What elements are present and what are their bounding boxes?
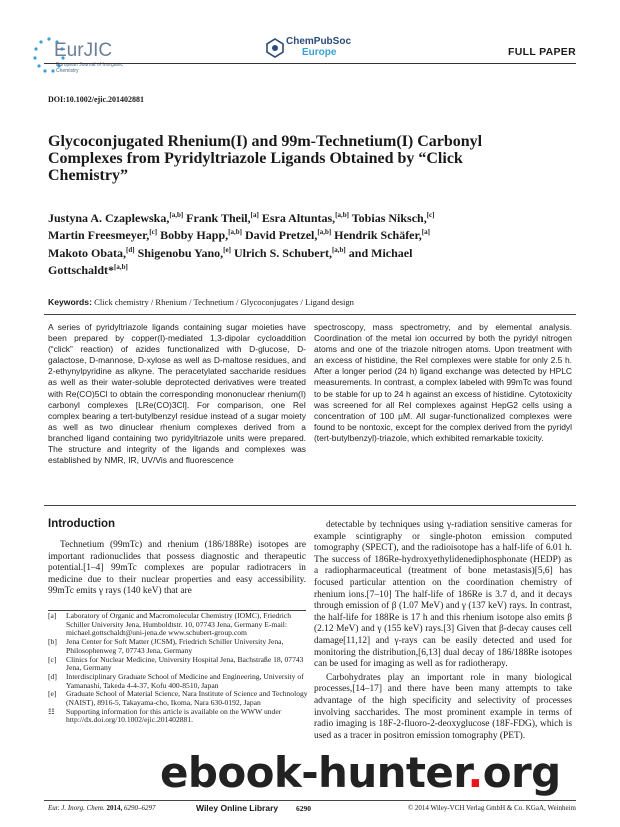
author-affiliation-mark: [a,b] xyxy=(228,228,242,237)
footer-copyright: © 2014 Wiley-VCH Verlag GmbH & Co. KGaA, Weinheim xyxy=(407,804,576,812)
author-name: Frank Theil, xyxy=(186,211,251,225)
affiliation-label: [a] xyxy=(48,611,57,620)
author-name: Esra Altuntas, xyxy=(261,211,336,225)
affiliation-item xyxy=(48,612,308,638)
affiliation-item xyxy=(48,638,308,655)
author-affiliation-mark: [a,b] xyxy=(169,211,184,219)
author-name: Martin Freesmeyer, xyxy=(48,228,150,243)
keywords-divider xyxy=(44,314,576,315)
author-name: Bobby Happ, xyxy=(160,228,229,243)
body-paragraph-2: Carbohydrates play an important role in many biological processes,[14–17] and there have been many attempts to take advantage of the high specificity and selectivity of processes involving saccharides. The most prominent example in terms of radio imaging is 18F-2-fluoro-2-deoxyglucose (18F-FDG), which is used as a tracer in positron emission tomography (PET). xyxy=(314,672,572,741)
chempubsoc-line1: ChemPubSoc xyxy=(286,36,352,47)
eurjic-subtitle: European Journal of Inorganic Chemistry xyxy=(56,62,123,74)
affiliation-text: Graduate School of Material Science, Nara Institute of Science and Technology (NAIST), 8916-5, Takayama-cho, Ikoma, Nara 630-0192, Japan xyxy=(66,689,308,708)
watermark xyxy=(160,748,561,797)
author-name: Makoto Obata, xyxy=(48,245,126,260)
chempubsoc-emblem-icon xyxy=(266,38,284,58)
affiliation-item xyxy=(48,690,308,707)
affiliation-item xyxy=(48,656,308,673)
keywords xyxy=(48,297,578,307)
author-name: Tobias Niksch, xyxy=(351,211,427,225)
watermark-text-1: ebook-hunter xyxy=(160,748,468,797)
abstract-divider xyxy=(44,505,576,506)
author-name: Michael Gottschaldt* xyxy=(48,245,413,278)
watermark-dot: . xyxy=(467,748,483,797)
footer-page-number: 6290 xyxy=(296,804,311,813)
footer-wiley-online-library: Wiley Online Library xyxy=(196,803,279,813)
affiliation-text: Clinics for Nuclear Medicine, University Hospital Jena, Bachstraße 18, 07743 Jena, Germany xyxy=(66,654,304,673)
author-name: Hendrik Schäfer, xyxy=(334,228,422,243)
affiliation-label: [c] xyxy=(48,654,57,664)
body-paragraph-1: detectable by techniques using γ-radiation sensitive cameras for example scintigraphy or single-photon emission computed tomography (SPECT), and the radioisotope has a half-life of 6.01 h. The success of 186Re-hydroxyethylidenediphosphonate (HEDP) as a radiopharmaceutical (treatment of bone metastasis)[5,6] has focused particular attention on the coordination chemistry of rhenium ions.[7–10] The half-life of 186Re is 3.7 d, and it decays through emission of β (1.07 MeV) and γ (137 keV) rays. In contrast, the half-life for 188Re is 17 h and this rhenium isotope also emits β (2.12 MeV) and γ (155 keV) rays.[3] Given that β-decay causes cell damage[11,12] and γ-rays can be easily detected and used for monitoring the distribution,[6,13] dual decay of 186/188Re isotopes can be used for imaging as well as for radiotherapy. xyxy=(314,520,572,670)
author-name: Ulrich S. Schubert, xyxy=(233,245,332,260)
chempubsoc-logo xyxy=(266,36,366,66)
affiliation-label: [d] xyxy=(48,671,57,681)
affiliation-item xyxy=(48,708,308,725)
section-heading-introduction: Introduction xyxy=(48,518,116,530)
paper-title: Glycoconjugated Rhenium(I) and 99m-Technetium(I) Carbonyl Complexes from Pyridyltriazole Ligands Obtained by “Click Chemistry” xyxy=(48,133,483,184)
author-affiliation-mark: [a] xyxy=(250,211,259,219)
intro-paragraph-left: Technetium (99mTc) and rhenium (186/188Re) isotopes are important radionuclides that possess diagnostic and therapeutic potential.[1–4] 99mTc complexes are popular radiotracers in medicine due to their nuclear properties and easy accessibility. 99mTc emits γ rays (140 keV) that are xyxy=(48,540,306,597)
affiliation-label: [e] xyxy=(48,689,57,699)
affiliation-label: ☷ xyxy=(48,706,55,716)
affiliations-list xyxy=(48,612,308,725)
keywords-label: Keywords: xyxy=(48,297,92,307)
footer-year: 2014, xyxy=(106,804,123,812)
affiliation-text: Jena Center for Soft Matter (JCSM), Friedrich Schiller University Jena, Philosophenweg 7, 07743 Jena, Germany xyxy=(66,637,284,655)
author-affiliation-mark: [a,b] xyxy=(114,263,128,272)
affiliation-text: Interdisciplinary Graduate School of Medicine and Engineering, University of Yamanashi, Takeda 4-4-37, Kofu 400-8510, Japan xyxy=(66,671,304,690)
author-affiliation-mark: [d] xyxy=(126,245,135,254)
watermark-text-2: org xyxy=(482,748,561,797)
affiliation-text: Laboratory of Organic and Macromolecular Chemistry (IOMC), Friedrich Schiller University Jena, Humboldtstr. 10, 07743 Jena, Germany E-mail: michael.gottschaldt@uni-jena.de www.schubert-group.com xyxy=(66,611,292,638)
abstract-left-column: A series of pyridyltriazole ligands containing sugar moieties have been prepared by copper(I)-mediated 1,3-dipolar cycloaddition (“click” reaction) of azides functionalized with D-glucose, D-galactose, D-mannose, D-xylose as well as D-maltose residues, and 2-ethynylpyridine as alkyne. The peracetylated saccharide residues as well as their water-soluble deprotected derivatives were treated with Re(CO)5Cl to obtain the corresponding mononuclear rhenium(I) carbonyl complexes [LRe(CO)3Cl]. For comparison, one ReI complex bearing a tert-butylbenzyl residue instead of a sugar moiety as well as two dinuclear rhenium complexes derived from a branched ligand containing two pyridyltriazole units were prepared. The structure and integrity of the ligands and complexes was established by NMR, IR, UV/Vis and fluorescence xyxy=(48,322,306,466)
author-affiliation-mark: [a] xyxy=(421,228,430,237)
author-affiliation-mark: [c] xyxy=(149,228,158,237)
footer-journal-name: Eur. J. Inorg. Chem. xyxy=(48,804,105,812)
chempubsoc-line2: Europe xyxy=(302,47,337,58)
footer-citation xyxy=(48,804,155,812)
footer-pages: 6290–6297 xyxy=(123,804,156,812)
footer-divider xyxy=(44,800,576,801)
author-affiliation-mark: [a,b] xyxy=(331,245,346,254)
eurjic-wordmark: EurJIC xyxy=(54,40,113,61)
author-list xyxy=(48,208,468,278)
right-column-text xyxy=(314,520,572,742)
author-affiliation-mark: [e] xyxy=(223,245,231,254)
doi: DOI:10.1002/ejic.201402881 xyxy=(48,95,144,104)
affiliation-label: [b] xyxy=(48,637,57,647)
author-name: Justyna A. Czaplewska, xyxy=(48,211,170,225)
author-affiliation-mark: [a,b] xyxy=(335,211,349,219)
abstract-right-column: spectroscopy, mass spectrometry, and by elemental analysis. Coordination of the metal ion occurred by both the pyridyl nitrogen atoms and one of the triazole nitrogen atoms. Upon treatment with an excess of histidine, the ReI complexes were stable for only 2.5 h. After a longer period (24 h) ligand exchange was detected by HPLC measurements. In contrast, a complex labeled with 99mTc was found to be stable for up to 24 h against an excess of histidine. Cytotoxicity was screened for all ReI complexes against HepG2 cells using a concentration of 100 µM. All sugar-functionalized complexes were found to be nontoxic, except for the complex derived from the pyridyl (tert-butylbenzyl)-triazole, which exhibited remarkable toxicity. xyxy=(314,322,572,443)
author-affiliation-mark: [a,b] xyxy=(317,228,332,237)
author-name: David Pretzel, xyxy=(244,228,318,243)
section-label: FULL PAPER xyxy=(508,46,576,58)
eurjic-logo xyxy=(32,34,130,76)
keywords-text: Click chemistry / Rhenium / Technetium / Glycoconjugates / Ligand design xyxy=(94,297,354,307)
author-affiliation-mark: [c] xyxy=(426,211,435,219)
affiliation-item xyxy=(48,673,308,690)
author-name: Shigenobu Yano, xyxy=(137,245,224,260)
author-name: and xyxy=(348,245,369,260)
affiliation-text: Supporting information for this article is available on the WWW under http://dx.doi.org/10.1002/ejic.201402881. xyxy=(66,706,282,725)
header-divider xyxy=(44,63,576,64)
